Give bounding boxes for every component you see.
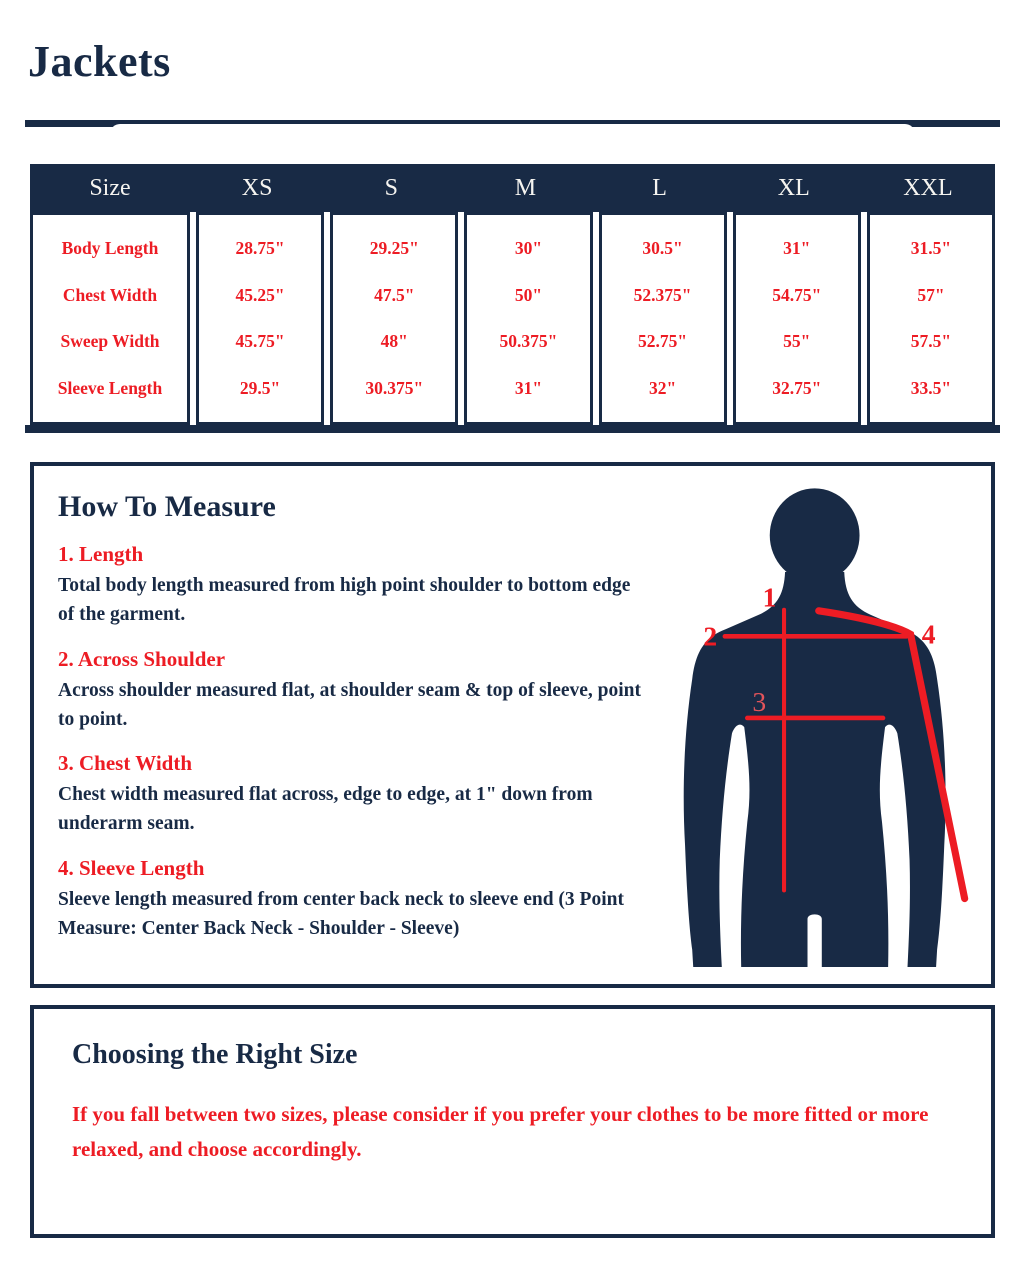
size-col-header: XXL xyxy=(903,174,953,201)
row-label: Chest Width xyxy=(62,284,158,305)
choosing-size-section xyxy=(30,1005,995,1238)
size-cell: 30.5" xyxy=(642,237,683,258)
table-scroll-indicator[interactable] xyxy=(110,124,915,162)
size-cell: 55" xyxy=(783,331,811,352)
size-col-header: S xyxy=(384,174,398,201)
row-label: Sweep Width xyxy=(60,331,160,352)
size-chart-column-m xyxy=(464,212,592,425)
row-label: Sleeve Length xyxy=(57,378,163,399)
measure-step-length xyxy=(58,542,644,630)
size-cell: 45.25" xyxy=(235,284,285,305)
row-label: Body Length xyxy=(61,237,159,258)
size-chart-column-s xyxy=(330,212,458,425)
size-cell: 45.75" xyxy=(235,331,285,352)
step-title: 2. Across Shoulder xyxy=(58,646,226,671)
step-text: Chest width measured flat across, edge to edge, at 1" down from underarm seam. xyxy=(58,784,593,835)
step-title: 4. Sleeve Length xyxy=(58,855,205,880)
size-cell: 31" xyxy=(514,378,543,399)
size-cell: 32" xyxy=(648,378,677,399)
diagram-label-1: 1 xyxy=(762,581,777,613)
how-to-measure-section xyxy=(30,462,995,988)
figure-head xyxy=(770,488,860,582)
diagram-label-2: 2 xyxy=(703,620,718,652)
size-col-header: Size xyxy=(89,174,131,201)
size-cell: 47.5" xyxy=(374,284,415,305)
size-col-header: L xyxy=(652,174,667,201)
size-cell: 50.375" xyxy=(499,331,558,352)
size-cell: 30.375" xyxy=(365,378,424,399)
table-bottom-border xyxy=(25,425,1000,433)
size-chart-column-xs xyxy=(196,212,324,425)
choosing-size-text: If you fall between two sizes, please consider if you prefer your clothes to be more fitted or more relaxed, and choose accordingly. xyxy=(72,1102,929,1161)
measure-step-across-shoulder xyxy=(58,647,644,735)
step-title: 3. Chest Width xyxy=(58,751,193,775)
size-chart-header xyxy=(30,164,995,212)
step-text: Total body length measured from high point shoulder to bottom edge of the garment. xyxy=(58,575,631,626)
measure-step-sleeve-length xyxy=(58,856,644,944)
size-cell: 30" xyxy=(514,237,543,258)
size-cell: 57" xyxy=(917,284,945,305)
size-cell: 29.5" xyxy=(239,378,281,399)
size-cell: 32.75" xyxy=(772,378,822,399)
size-chart-label-column xyxy=(30,212,190,425)
how-to-measure-steps xyxy=(34,542,644,943)
choosing-size-heading: Choosing the Right Size xyxy=(72,1039,358,1070)
size-col-header: M xyxy=(514,174,537,201)
size-cell: 57.5" xyxy=(910,331,952,352)
measure-step-chest-width xyxy=(58,751,644,839)
page-title: Jackets xyxy=(28,37,171,86)
size-chart-column-l xyxy=(599,212,727,425)
diagram-label-3: 3 xyxy=(752,685,767,717)
size-cell: 31.5" xyxy=(910,237,952,258)
how-to-measure-heading: How To Measure xyxy=(58,490,276,523)
size-cell: 52.75" xyxy=(638,331,688,352)
size-cell: 54.75" xyxy=(772,284,822,305)
size-cell: 48" xyxy=(380,331,408,352)
step-text: Sleeve length measured from center back neck to sleeve end (3 Point Measure: Center Back Neck - Shoulder - Sleeve) xyxy=(58,888,624,939)
size-col-header: XL xyxy=(777,174,810,201)
size-col-header: XS xyxy=(241,174,273,201)
size-cell: 50" xyxy=(514,284,543,305)
size-chart-body xyxy=(30,212,995,425)
step-text: Across shoulder measured flat, at shoulder seam & top of sleeve, point to point. xyxy=(58,679,642,730)
diagram-label-4: 4 xyxy=(921,618,936,650)
size-cell: 31" xyxy=(783,237,811,258)
size-cell: 33.5" xyxy=(910,378,952,399)
size-cell: 52.375" xyxy=(633,284,692,305)
step-title: 1. Length xyxy=(58,542,144,566)
size-cell: 28.75" xyxy=(235,237,285,258)
size-chart-column-xl xyxy=(733,212,861,425)
size-chart-column-xxl xyxy=(867,212,995,425)
body-measurement-diagram xyxy=(646,470,1018,970)
size-cell: 29.25" xyxy=(369,237,419,258)
